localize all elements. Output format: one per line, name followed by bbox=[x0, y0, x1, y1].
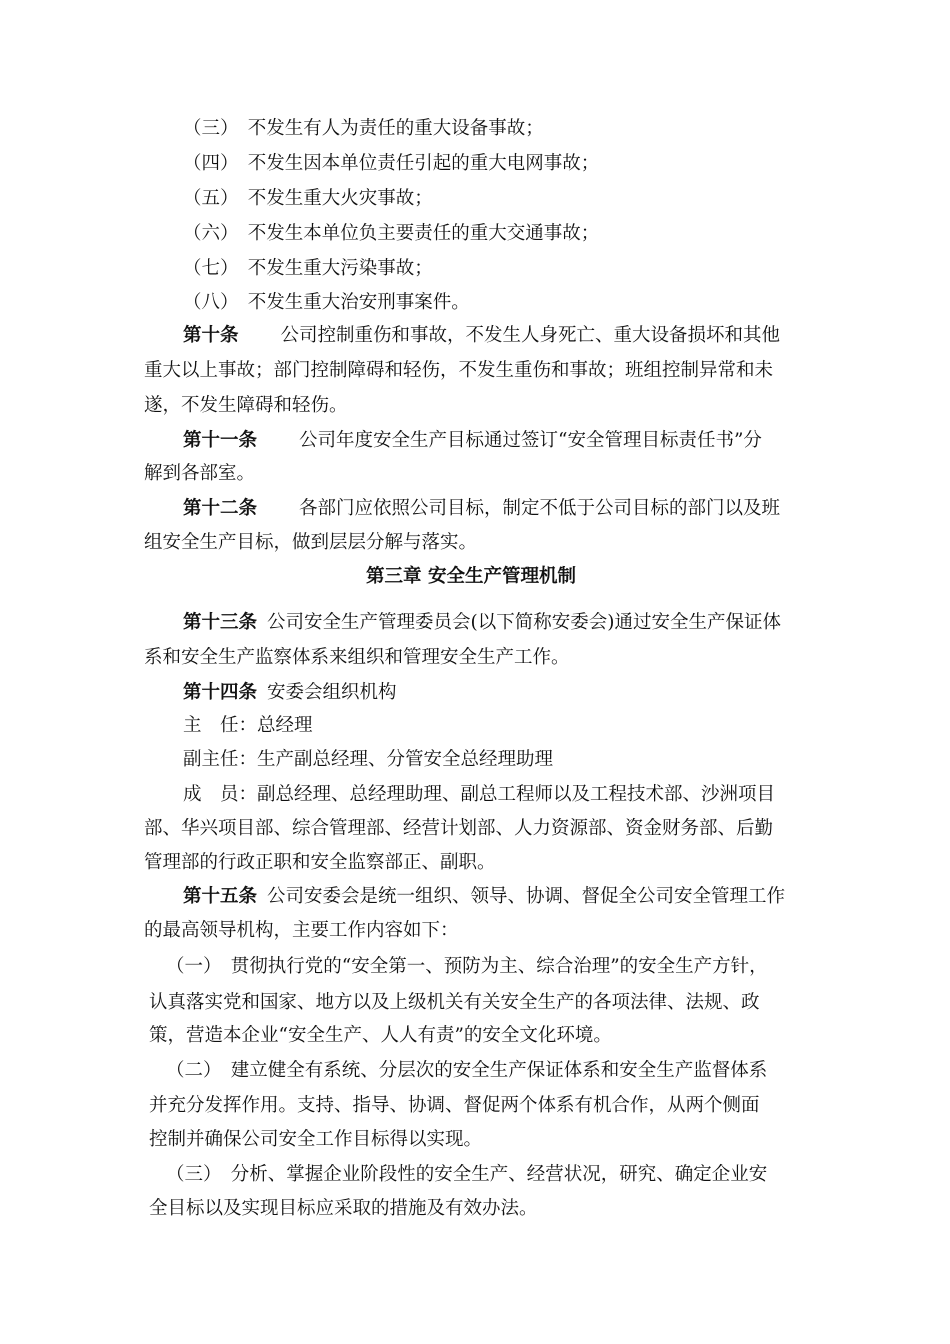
committee-members-line-2: 部、华兴项目部、综合管理部、经营计划部、人力资源部、资金财务部、后勤 bbox=[144, 818, 774, 839]
list-item-4: （四） 不发生因本单位责任引起的重大电网事故； bbox=[183, 153, 600, 174]
article-12-line-2: 组安全生产目标，做到层层分解与落实。 bbox=[144, 532, 478, 553]
article-10-heading: 第十条 bbox=[183, 325, 239, 346]
duty-1-line-1: （一） 贯彻执行党的“安全第一、预防为主、综合治理”的安全生产方针， bbox=[166, 956, 768, 977]
article-11-text: 公司年度安全生产目标通过签订“安全管理目标责任书”分 bbox=[299, 430, 762, 451]
article-10-text: 公司控制重伤和事故，不发生人身死亡、重大设备损坏和其他 bbox=[280, 325, 781, 346]
committee-members-line-1: 成 员：副总经理、总经理助理、副总工程师以及工程技术部、沙洲项目 bbox=[183, 784, 776, 805]
article-15-line-1 bbox=[183, 884, 785, 910]
list-item-5: （五） 不发生重大火灾事故； bbox=[183, 188, 433, 209]
article-12-text: 各部门应依照公司目标，制定不低于公司目标的部门以及班 bbox=[299, 498, 781, 519]
article-14-heading: 第十四条 bbox=[183, 682, 258, 703]
article-11-line-1 bbox=[183, 428, 762, 454]
list-item-3: （三） 不发生有人为责任的重大设备事故； bbox=[183, 118, 544, 139]
article-10-line-2: 重大以上事故；部门控制障碍和轻伤，不发生重伤和事故；班组控制异常和未 bbox=[144, 360, 774, 381]
article-15-heading: 第十五条 bbox=[183, 886, 258, 907]
list-item-7: （七） 不发生重大污染事故； bbox=[183, 258, 433, 279]
article-15-line-2: 的最高领导机构，主要工作内容如下： bbox=[144, 920, 459, 941]
committee-deputy: 副主任：生产副总经理、分管安全总经理助理 bbox=[183, 749, 554, 770]
duty-1-line-2: 认真落实党和国家、地方以及上级机关有关安全生产的各项法律、法规、政 bbox=[149, 992, 760, 1013]
article-15-text: 公司安委会是统一组织、领导、协调、督促全公司安全管理工作 bbox=[267, 886, 786, 907]
chapter-3-heading: 第三章 安全生产管理机制 bbox=[366, 566, 576, 587]
list-item-8: （八） 不发生重大治安刑事案件。 bbox=[183, 292, 470, 313]
committee-members-line-3: 管理部的行政正职和安全监察部正、副职。 bbox=[144, 852, 496, 873]
article-14-line-1 bbox=[183, 680, 397, 706]
article-10-line-3: 遂，不发生障碍和轻伤。 bbox=[144, 395, 348, 416]
list-item-6: （六） 不发生本单位负主要责任的重大交通事故； bbox=[183, 223, 600, 244]
article-11-heading: 第十一条 bbox=[183, 430, 258, 451]
committee-director: 主 任：总经理 bbox=[183, 715, 313, 736]
article-12-line-1 bbox=[183, 496, 780, 522]
article-10-line-1 bbox=[183, 323, 780, 349]
duty-2-line-1: （二） 建立健全有系统、分层次的安全生产保证体系和安全生产监督体系 bbox=[166, 1060, 768, 1081]
duty-3-line-2: 全目标以及实现目标应采取的措施及有效办法。 bbox=[149, 1198, 538, 1219]
article-13-line-1 bbox=[183, 610, 781, 636]
duty-3-line-1: （三） 分析、掌握企业阶段性的安全生产、经营状况，研究、确定企业安 bbox=[166, 1164, 768, 1185]
article-14-text: 安委会组织机构 bbox=[267, 682, 397, 703]
duty-2-line-2: 并充分发挥作用。支持、指导、协调、督促两个体系有机合作，从两个侧面 bbox=[149, 1095, 760, 1116]
article-13-heading: 第十三条 bbox=[183, 612, 258, 633]
article-13-text: 公司安全生产管理委员会(以下简称安委会)通过安全生产保证体 bbox=[267, 612, 781, 633]
article-11-line-2: 解到各部室。 bbox=[144, 463, 256, 484]
article-13-line-2: 系和安全生产监察体系来组织和管理安全生产工作。 bbox=[144, 647, 570, 668]
article-12-heading: 第十二条 bbox=[183, 498, 258, 519]
duty-2-line-3: 控制并确保公司安全工作目标得以实现。 bbox=[149, 1129, 483, 1150]
duty-1-line-3: 策，营造本企业“安全生产、人人有责”的安全文化环境。 bbox=[149, 1025, 612, 1046]
